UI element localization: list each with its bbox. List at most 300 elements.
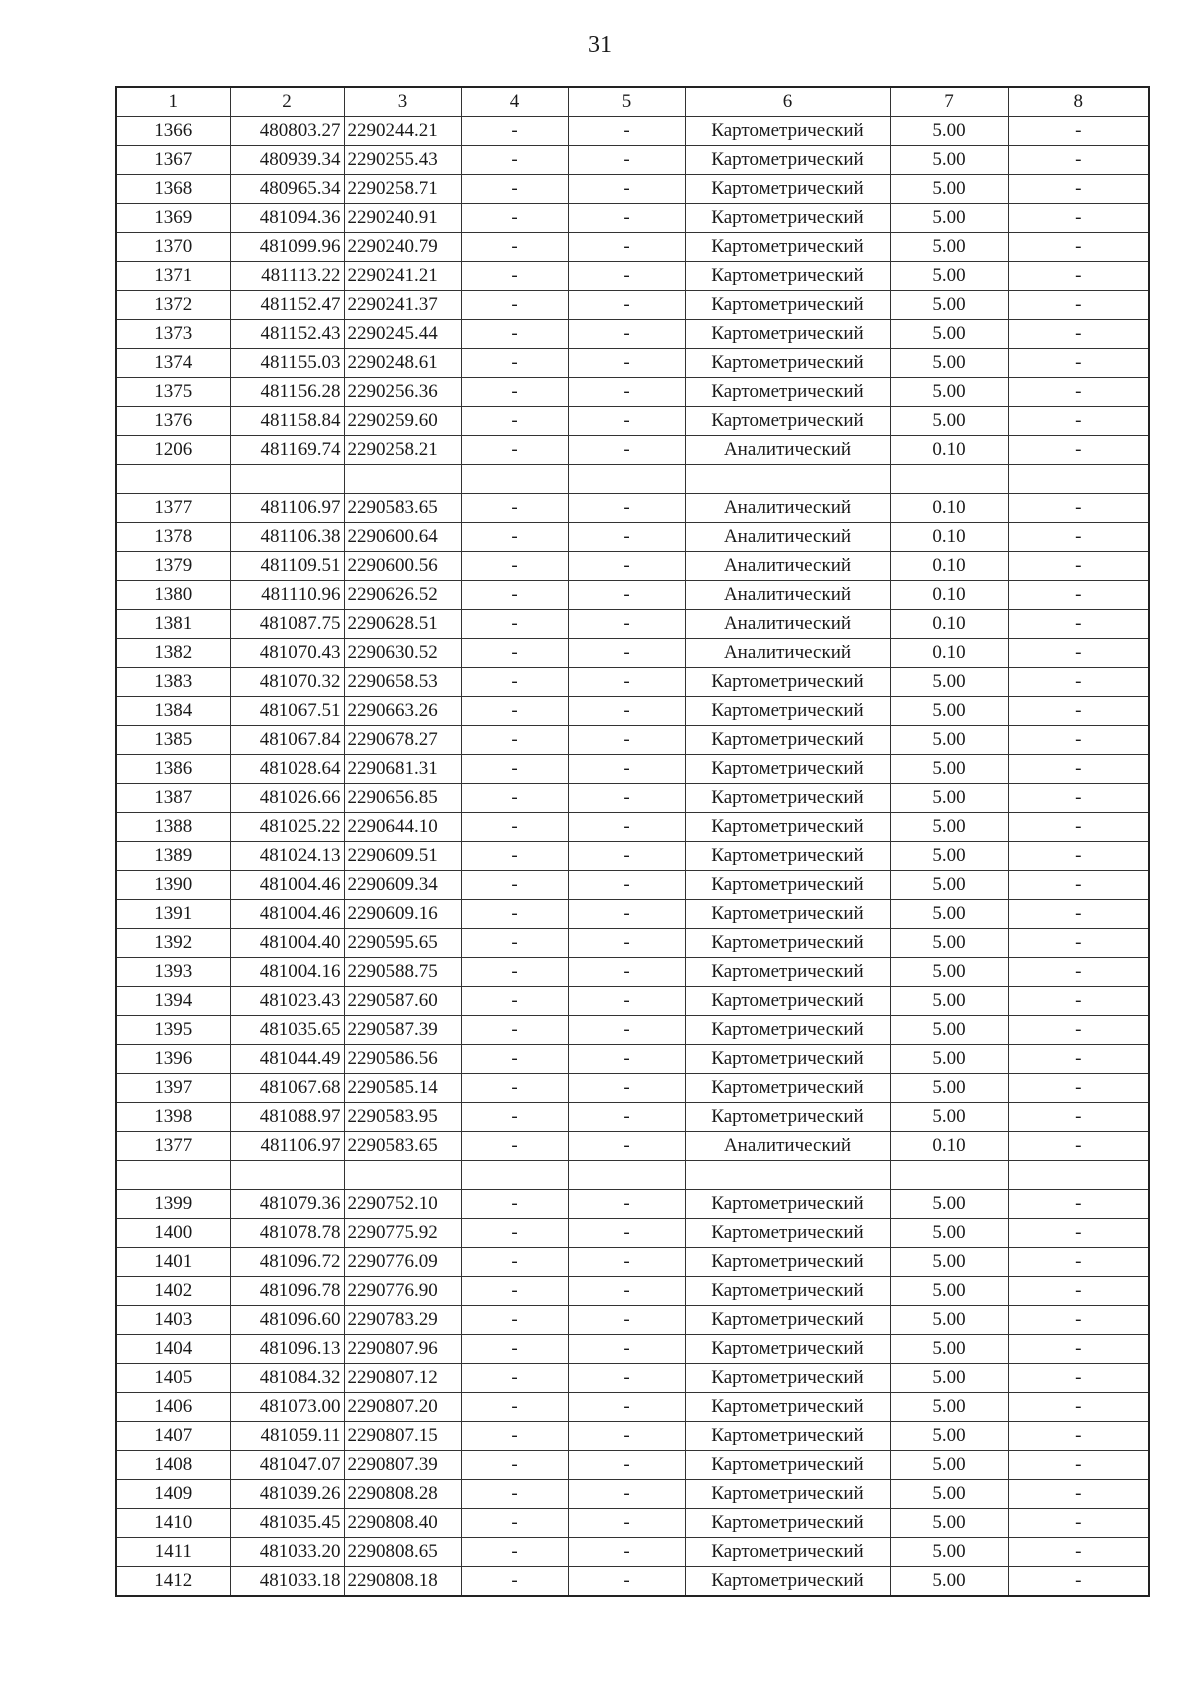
table-row xyxy=(116,668,1149,697)
table-cell-col7: 5.00 xyxy=(890,900,1008,929)
table-cell-col8: - xyxy=(1008,958,1149,987)
table-cell-col1: 1370 xyxy=(116,233,230,262)
table-cell-col6: Картометрический xyxy=(685,262,890,291)
table-cell-col6: Картометрический xyxy=(685,1074,890,1103)
table-cell-col1: 1384 xyxy=(116,697,230,726)
table-cell-col2: 481067.84 xyxy=(230,726,344,755)
table-row xyxy=(116,1132,1149,1161)
table-cell-col6: Картометрический xyxy=(685,958,890,987)
table-cell-col2: 481073.00 xyxy=(230,1393,344,1422)
table-row xyxy=(116,320,1149,349)
table-cell-col4: - xyxy=(461,1567,568,1597)
table-cell-col1: 1400 xyxy=(116,1219,230,1248)
page-number: 31 xyxy=(588,32,612,58)
table-cell-col8: - xyxy=(1008,755,1149,784)
table-cell-col2: 480803.27 xyxy=(230,117,344,146)
table-cell-col2: 481023.43 xyxy=(230,987,344,1016)
table-cell-col2: 481155.03 xyxy=(230,349,344,378)
table-row xyxy=(116,436,1149,465)
table-cell-col1: 1397 xyxy=(116,1074,230,1103)
table-cell-col3 xyxy=(344,465,461,494)
table-cell-col6: Картометрический xyxy=(685,378,890,407)
table-cell-col1: 1398 xyxy=(116,1103,230,1132)
table-cell-col5: - xyxy=(568,407,685,436)
table-cell-col2: 481094.36 xyxy=(230,204,344,233)
table-cell-col4: - xyxy=(461,407,568,436)
table-cell-col5: - xyxy=(568,1132,685,1161)
table-separator-row xyxy=(116,465,1149,494)
table-row xyxy=(116,523,1149,552)
table-cell-col3: 2290663.26 xyxy=(344,697,461,726)
column-header-5: 5 xyxy=(568,87,685,117)
table-cell-col4: - xyxy=(461,1451,568,1480)
table-cell-col6: Картометрический xyxy=(685,784,890,813)
table-cell-col2: 481067.68 xyxy=(230,1074,344,1103)
table-cell-col4: - xyxy=(461,1016,568,1045)
table-cell-col6: Картометрический xyxy=(685,1538,890,1567)
table-row xyxy=(116,204,1149,233)
table-row xyxy=(116,1277,1149,1306)
table-cell-col4: - xyxy=(461,755,568,784)
table-cell-col1 xyxy=(116,465,230,494)
table-cell-col6: Картометрический xyxy=(685,320,890,349)
table-cell-col1: 1401 xyxy=(116,1248,230,1277)
table-cell-col1: 1403 xyxy=(116,1306,230,1335)
table-cell-col8: - xyxy=(1008,175,1149,204)
table-cell-col1: 1393 xyxy=(116,958,230,987)
table-cell-col1: 1396 xyxy=(116,1045,230,1074)
table-cell-col4: - xyxy=(461,175,568,204)
table-cell-col2: 481156.28 xyxy=(230,378,344,407)
table-row xyxy=(116,175,1149,204)
table-cell-col5: - xyxy=(568,523,685,552)
table-cell-col2: 481004.16 xyxy=(230,958,344,987)
table-cell-col6: Картометрический xyxy=(685,1335,890,1364)
table-cell-col3: 2290588.75 xyxy=(344,958,461,987)
table-cell-col8: - xyxy=(1008,1219,1149,1248)
table-cell-col3: 2290783.29 xyxy=(344,1306,461,1335)
table-cell-col4: - xyxy=(461,1074,568,1103)
table-cell-col7: 0.10 xyxy=(890,436,1008,465)
table-cell-col7: 5.00 xyxy=(890,813,1008,842)
table-cell-col5: - xyxy=(568,436,685,465)
table-row xyxy=(116,697,1149,726)
table-cell-col1: 1369 xyxy=(116,204,230,233)
table-cell-col2: 481044.49 xyxy=(230,1045,344,1074)
table-cell-col3: 2290586.56 xyxy=(344,1045,461,1074)
table-row xyxy=(116,871,1149,900)
table-row xyxy=(116,987,1149,1016)
coordinates-table xyxy=(115,86,1150,1597)
table-row xyxy=(116,581,1149,610)
table-cell-col6: Картометрический xyxy=(685,1190,890,1219)
table-cell-col6: Картометрический xyxy=(685,146,890,175)
table-cell-col7: 5.00 xyxy=(890,1393,1008,1422)
table-cell-col1: 1404 xyxy=(116,1335,230,1364)
table-cell-col5: - xyxy=(568,1509,685,1538)
table-cell-col4 xyxy=(461,1161,568,1190)
table-cell-col7: 5.00 xyxy=(890,1190,1008,1219)
table-cell-col1: 1410 xyxy=(116,1509,230,1538)
table-cell-col4: - xyxy=(461,784,568,813)
table-cell-col8: - xyxy=(1008,1567,1149,1597)
table-cell-col3: 2290807.96 xyxy=(344,1335,461,1364)
table-cell-col8: - xyxy=(1008,610,1149,639)
table-cell-col2: 480965.34 xyxy=(230,175,344,204)
table-cell-col7: 5.00 xyxy=(890,1335,1008,1364)
table-cell-col7: 5.00 xyxy=(890,146,1008,175)
table-cell-col7: 5.00 xyxy=(890,262,1008,291)
table-cell-col1: 1395 xyxy=(116,1016,230,1045)
table-cell-col6: Картометрический xyxy=(685,842,890,871)
table-cell-col1: 1407 xyxy=(116,1422,230,1451)
table-cell-col5: - xyxy=(568,552,685,581)
table-cell-col1: 1374 xyxy=(116,349,230,378)
table-cell-col3: 2290244.21 xyxy=(344,117,461,146)
table-row xyxy=(116,1248,1149,1277)
table-cell-col6: Картометрический xyxy=(685,900,890,929)
table-cell-col7: 5.00 xyxy=(890,320,1008,349)
table-cell-col5: - xyxy=(568,291,685,320)
table-cell-col1: 1388 xyxy=(116,813,230,842)
table-cell-col7: 5.00 xyxy=(890,1045,1008,1074)
table-cell-col2: 481158.84 xyxy=(230,407,344,436)
table-cell-col7: 0.10 xyxy=(890,552,1008,581)
table-cell-col1: 1387 xyxy=(116,784,230,813)
table-cell-col4: - xyxy=(461,610,568,639)
table-cell-col7: 5.00 xyxy=(890,871,1008,900)
table-cell-col1: 1366 xyxy=(116,117,230,146)
table-cell-col3: 2290587.39 xyxy=(344,1016,461,1045)
table-cell-col6: Картометрический xyxy=(685,1248,890,1277)
table-cell-col8: - xyxy=(1008,436,1149,465)
table-cell-col4: - xyxy=(461,320,568,349)
table-cell-col6: Аналитический xyxy=(685,639,890,668)
table-cell-col2: 481028.64 xyxy=(230,755,344,784)
table-cell-col5: - xyxy=(568,1306,685,1335)
table-cell-col2: 481110.96 xyxy=(230,581,344,610)
table-cell-col7: 5.00 xyxy=(890,784,1008,813)
table-cell-col2: 481096.72 xyxy=(230,1248,344,1277)
table-cell-col2: 481109.51 xyxy=(230,552,344,581)
table-cell-col3 xyxy=(344,1161,461,1190)
table-cell-col3: 2290656.85 xyxy=(344,784,461,813)
table-cell-col1: 1382 xyxy=(116,639,230,668)
table-cell-col4: - xyxy=(461,523,568,552)
table-cell-col7: 5.00 xyxy=(890,1219,1008,1248)
table-cell-col2: 481096.78 xyxy=(230,1277,344,1306)
table-cell-col8: - xyxy=(1008,1248,1149,1277)
table-cell-col1: 1368 xyxy=(116,175,230,204)
table-cell-col1: 1389 xyxy=(116,842,230,871)
table-row xyxy=(116,610,1149,639)
table-cell-col7: 5.00 xyxy=(890,1016,1008,1045)
table-cell-col1: 1367 xyxy=(116,146,230,175)
table-cell-col3: 2290628.51 xyxy=(344,610,461,639)
table-cell-col5: - xyxy=(568,1045,685,1074)
table-cell-col2: 481106.38 xyxy=(230,523,344,552)
table-cell-col3: 2290583.95 xyxy=(344,1103,461,1132)
table-cell-col3: 2290240.79 xyxy=(344,233,461,262)
table-cell-col2: 481033.20 xyxy=(230,1538,344,1567)
table-cell-col1: 1371 xyxy=(116,262,230,291)
table-cell-col5: - xyxy=(568,1480,685,1509)
table-cell-col6: Картометрический xyxy=(685,1103,890,1132)
table-cell-col3: 2290609.16 xyxy=(344,900,461,929)
table-cell-col8: - xyxy=(1008,1480,1149,1509)
table-cell-col3: 2290241.37 xyxy=(344,291,461,320)
table-cell-col5: - xyxy=(568,1364,685,1393)
table-cell-col2: 481079.36 xyxy=(230,1190,344,1219)
table-cell-col1: 1378 xyxy=(116,523,230,552)
table-row xyxy=(116,1190,1149,1219)
table-cell-col5: - xyxy=(568,1103,685,1132)
table-cell-col5: - xyxy=(568,987,685,1016)
table-cell-col4: - xyxy=(461,204,568,233)
table-cell-col7: 0.10 xyxy=(890,639,1008,668)
table-cell-col8: - xyxy=(1008,813,1149,842)
table-cell-col2: 481084.32 xyxy=(230,1364,344,1393)
table-cell-col8: - xyxy=(1008,1277,1149,1306)
table-cell-col8: - xyxy=(1008,697,1149,726)
table-cell-col2: 481106.97 xyxy=(230,494,344,523)
table-cell-col6: Картометрический xyxy=(685,1451,890,1480)
table-row xyxy=(116,378,1149,407)
table-cell-col3: 2290776.90 xyxy=(344,1277,461,1306)
table-cell-col6: Картометрический xyxy=(685,871,890,900)
table-cell-col3: 2290630.52 xyxy=(344,639,461,668)
table-cell-col8: - xyxy=(1008,349,1149,378)
table-cell-col6: Аналитический xyxy=(685,610,890,639)
table-cell-col3: 2290807.12 xyxy=(344,1364,461,1393)
table-cell-col1: 1377 xyxy=(116,494,230,523)
table-cell-col2: 481035.65 xyxy=(230,1016,344,1045)
table-cell-col5: - xyxy=(568,755,685,784)
table-cell-col7: 5.00 xyxy=(890,1277,1008,1306)
column-header-4: 4 xyxy=(461,87,568,117)
table-cell-col1: 1394 xyxy=(116,987,230,1016)
table-cell-col5: - xyxy=(568,233,685,262)
table-cell-col4: - xyxy=(461,1335,568,1364)
table-cell-col5: - xyxy=(568,117,685,146)
table-cell-col8: - xyxy=(1008,1451,1149,1480)
table-row xyxy=(116,639,1149,668)
table-cell-col6: Картометрический xyxy=(685,755,890,784)
table-cell-col7: 5.00 xyxy=(890,1567,1008,1597)
table-row xyxy=(116,958,1149,987)
table-row xyxy=(116,1393,1149,1422)
table-cell-col8: - xyxy=(1008,262,1149,291)
table-cell-col2: 481047.07 xyxy=(230,1451,344,1480)
table-cell-col2: 481026.66 xyxy=(230,784,344,813)
table-cell-col4: - xyxy=(461,1277,568,1306)
table-cell-col6: Картометрический xyxy=(685,1219,890,1248)
table-cell-col1: 1392 xyxy=(116,929,230,958)
table-cell-col7: 5.00 xyxy=(890,378,1008,407)
table-cell-col7: 5.00 xyxy=(890,349,1008,378)
table-cell-col1: 1408 xyxy=(116,1451,230,1480)
table-row xyxy=(116,1567,1149,1597)
table-cell-col6: Картометрический xyxy=(685,1277,890,1306)
table-cell-col7: 5.00 xyxy=(890,1509,1008,1538)
table-row xyxy=(116,1219,1149,1248)
table-cell-col8: - xyxy=(1008,1538,1149,1567)
table-row xyxy=(116,262,1149,291)
table-cell-col4: - xyxy=(461,813,568,842)
table-cell-col1: 1406 xyxy=(116,1393,230,1422)
table-cell-col1: 1376 xyxy=(116,407,230,436)
table-cell-col4: - xyxy=(461,378,568,407)
table-cell-col8: - xyxy=(1008,1335,1149,1364)
table-cell-col8: - xyxy=(1008,871,1149,900)
table-cell-col5: - xyxy=(568,1277,685,1306)
table-cell-col1 xyxy=(116,1161,230,1190)
table-cell-col3: 2290807.20 xyxy=(344,1393,461,1422)
table-cell-col7: 5.00 xyxy=(890,1538,1008,1567)
table-row xyxy=(116,1074,1149,1103)
table-cell-col6: Картометрический xyxy=(685,117,890,146)
table-cell-col2: 481096.60 xyxy=(230,1306,344,1335)
table-cell-col4: - xyxy=(461,1538,568,1567)
table-cell-col3: 2290258.71 xyxy=(344,175,461,204)
table-cell-col7: 5.00 xyxy=(890,204,1008,233)
table-cell-col5: - xyxy=(568,146,685,175)
table-cell-col6: Картометрический xyxy=(685,291,890,320)
table-cell-col1: 1383 xyxy=(116,668,230,697)
table-cell-col2: 481087.75 xyxy=(230,610,344,639)
table-cell-col2: 481152.47 xyxy=(230,291,344,320)
table-cell-col4: - xyxy=(461,494,568,523)
table-cell-col3: 2290626.52 xyxy=(344,581,461,610)
table-cell-col4: - xyxy=(461,581,568,610)
table-cell-col2: 481033.18 xyxy=(230,1567,344,1597)
table-cell-col6: Аналитический xyxy=(685,523,890,552)
table-cell-col5: - xyxy=(568,581,685,610)
table-cell-col5: - xyxy=(568,1451,685,1480)
table-row xyxy=(116,1451,1149,1480)
table-cell-col4: - xyxy=(461,233,568,262)
table-cell-col7: 5.00 xyxy=(890,668,1008,697)
table-cell-col4: - xyxy=(461,117,568,146)
table-cell-col5: - xyxy=(568,813,685,842)
table-cell-col4: - xyxy=(461,668,568,697)
table-cell-col8: - xyxy=(1008,407,1149,436)
table-cell-col4: - xyxy=(461,958,568,987)
table-cell-col6: Картометрический xyxy=(685,1567,890,1597)
table-cell-col8: - xyxy=(1008,784,1149,813)
table-cell-col4: - xyxy=(461,842,568,871)
table-cell-col2 xyxy=(230,1161,344,1190)
table-cell-col7: 5.00 xyxy=(890,1364,1008,1393)
table-row xyxy=(116,1422,1149,1451)
table-row xyxy=(116,1103,1149,1132)
table-cell-col6: Аналитический xyxy=(685,436,890,465)
table-cell-col6: Картометрический xyxy=(685,1364,890,1393)
table-cell-col4: - xyxy=(461,1509,568,1538)
table-cell-col2: 481070.43 xyxy=(230,639,344,668)
table-cell-col6: Аналитический xyxy=(685,1132,890,1161)
table-cell-col3: 2290808.40 xyxy=(344,1509,461,1538)
table-cell-col1: 1379 xyxy=(116,552,230,581)
column-header-6: 6 xyxy=(685,87,890,117)
table-cell-col1: 1402 xyxy=(116,1277,230,1306)
table-row xyxy=(116,494,1149,523)
table-cell-col5: - xyxy=(568,842,685,871)
table-cell-col4: - xyxy=(461,1306,568,1335)
table-cell-col1: 1390 xyxy=(116,871,230,900)
table-cell-col5: - xyxy=(568,1074,685,1103)
table-cell-col7: 5.00 xyxy=(890,1248,1008,1277)
table-cell-col3: 2290681.31 xyxy=(344,755,461,784)
table-cell-col7 xyxy=(890,1161,1008,1190)
table-cell-col8: - xyxy=(1008,233,1149,262)
table-cell-col2: 481106.97 xyxy=(230,1132,344,1161)
table-cell-col5: - xyxy=(568,639,685,668)
table-row xyxy=(116,407,1149,436)
table-cell-col3: 2290808.28 xyxy=(344,1480,461,1509)
table-cell-col3: 2290258.21 xyxy=(344,436,461,465)
table-cell-col6: Картометрический xyxy=(685,668,890,697)
table-cell-col2: 481039.26 xyxy=(230,1480,344,1509)
table-cell-col4: - xyxy=(461,1364,568,1393)
table-row xyxy=(116,233,1149,262)
table-cell-col3: 2290585.14 xyxy=(344,1074,461,1103)
table-cell-col2: 481169.74 xyxy=(230,436,344,465)
table-cell-col4: - xyxy=(461,697,568,726)
table-cell-col7: 5.00 xyxy=(890,1074,1008,1103)
table-cell-col6: Картометрический xyxy=(685,726,890,755)
table-cell-col7: 5.00 xyxy=(890,697,1008,726)
table-cell-col6 xyxy=(685,465,890,494)
table-cell-col7: 5.00 xyxy=(890,1306,1008,1335)
table-cell-col2: 481004.46 xyxy=(230,871,344,900)
table-cell-col3: 2290256.36 xyxy=(344,378,461,407)
table-cell-col5: - xyxy=(568,610,685,639)
table-cell-col2: 481070.32 xyxy=(230,668,344,697)
table-cell-col2 xyxy=(230,465,344,494)
table-cell-col3: 2290658.53 xyxy=(344,668,461,697)
table-header-row xyxy=(116,87,1149,117)
table-cell-col7: 5.00 xyxy=(890,755,1008,784)
table-cell-col8: - xyxy=(1008,929,1149,958)
table-cell-col5 xyxy=(568,1161,685,1190)
table-cell-col6: Картометрический xyxy=(685,987,890,1016)
table-cell-col2: 480939.34 xyxy=(230,146,344,175)
table-cell-col2: 481004.40 xyxy=(230,929,344,958)
table-cell-col3: 2290776.09 xyxy=(344,1248,461,1277)
table-cell-col1: 1385 xyxy=(116,726,230,755)
table-cell-col2: 481152.43 xyxy=(230,320,344,349)
table-cell-col8: - xyxy=(1008,581,1149,610)
table-cell-col3: 2290609.51 xyxy=(344,842,461,871)
table-cell-col2: 481035.45 xyxy=(230,1509,344,1538)
table-cell-col3: 2290678.27 xyxy=(344,726,461,755)
table-cell-col6: Картометрический xyxy=(685,1422,890,1451)
table-row xyxy=(116,813,1149,842)
table-cell-col6: Картометрический xyxy=(685,175,890,204)
table-cell-col6: Аналитический xyxy=(685,552,890,581)
table-row xyxy=(116,146,1149,175)
table-cell-col7: 0.10 xyxy=(890,494,1008,523)
table-cell-col5: - xyxy=(568,1190,685,1219)
table-cell-col8: - xyxy=(1008,1364,1149,1393)
table-cell-col8: - xyxy=(1008,639,1149,668)
table-cell-col8: - xyxy=(1008,291,1149,320)
table-cell-col2: 481067.51 xyxy=(230,697,344,726)
table-cell-col2: 481024.13 xyxy=(230,842,344,871)
table-cell-col3: 2290587.60 xyxy=(344,987,461,1016)
table-cell-col3: 2290583.65 xyxy=(344,1132,461,1161)
